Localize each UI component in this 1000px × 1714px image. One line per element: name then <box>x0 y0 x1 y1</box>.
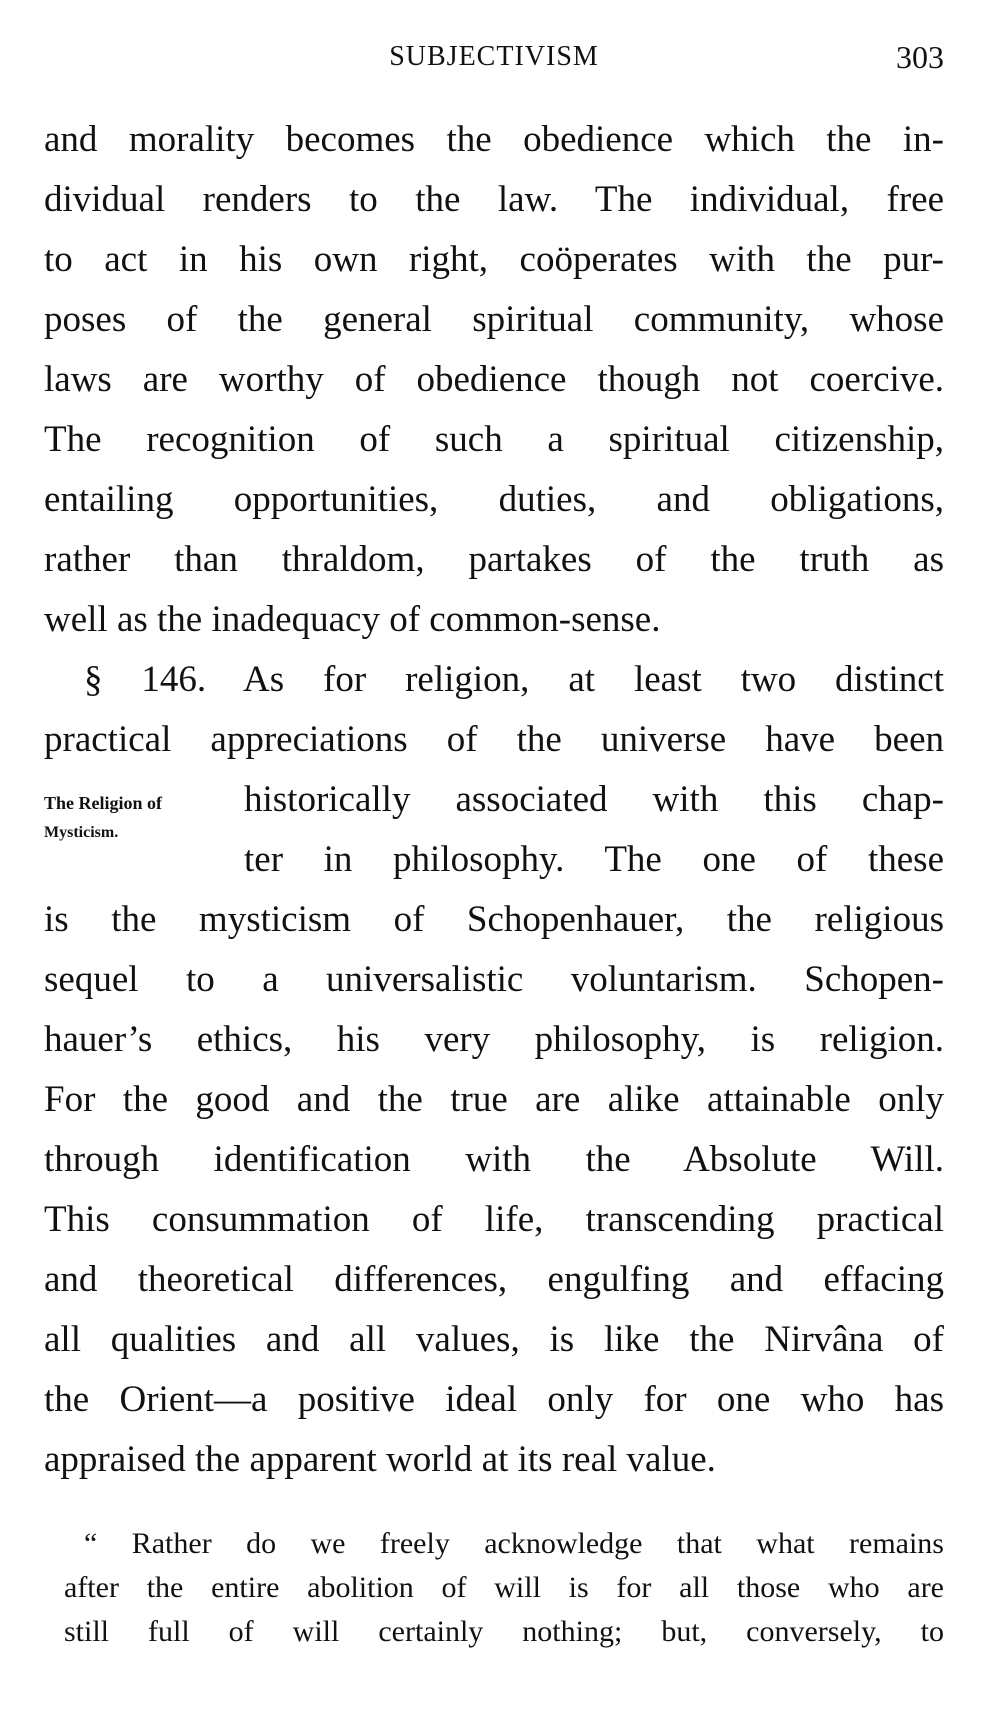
text-line: poses of the general spiritual community, whose <box>44 299 944 340</box>
side-note-line: The Religion of <box>44 793 163 813</box>
quote-line: still full of will certainly nothing; but, conversely, to <box>64 1615 944 1648</box>
quote-line: after the entire abolition of will is for all those who are <box>64 1571 944 1604</box>
text-line: The recognition of such a spiritual citizenship, <box>44 419 944 460</box>
text-line: sequel to a universalistic voluntarism. Schopen- <box>44 959 944 1000</box>
text-line: This consummation of life, transcending practical <box>44 1199 944 1240</box>
block-quote <box>64 1522 944 1654</box>
quote-line: “ Rather do we freely acknowledge that what remains <box>84 1527 944 1560</box>
text-line: For the good and the true are alike attainable only <box>44 1079 944 1120</box>
text-line: hauer’s ethics, his very philosophy, is religion. <box>44 1019 944 1060</box>
text-line: laws are worthy of obedience though not coercive. <box>44 359 944 400</box>
text-line: appraised the apparent world at its real value. <box>44 1439 716 1480</box>
text-line: well as the inadequacy of common-sense. <box>44 599 661 640</box>
side-note-line: Mysticism. <box>44 824 119 841</box>
text-line: is the mysticism of Schopenhauer, the religious <box>44 899 944 940</box>
section-146-opening: § 146. As for religion, at least two distinct <box>84 659 944 700</box>
text-line: to act in his own right, coöperates with the pur- <box>44 239 944 280</box>
text-line: practical appreciations of the universe have been <box>44 719 944 760</box>
running-head <box>44 32 944 82</box>
page-number: 303 <box>896 39 944 75</box>
text-line: through identification with the Absolute Will. <box>44 1139 944 1180</box>
text-line: and theoretical differences, engulfing and effacing <box>44 1259 944 1300</box>
text-line: rather than thraldom, partakes of the truth as <box>44 539 944 580</box>
text-line: all qualities and all values, is like the Nirvâna of <box>44 1319 944 1360</box>
text-line: historically associated with this chap- <box>244 779 944 820</box>
text-line: ter in philosophy. The one of these <box>244 839 944 880</box>
margin-note-block <box>44 770 944 890</box>
text-line: dividual renders to the law. The individual, free <box>44 179 944 220</box>
text-line: the Orient—a positive ideal only for one who has <box>44 1379 944 1420</box>
running-title: SUBJECTIVISM <box>389 41 599 72</box>
text-line: and morality becomes the obedience which the in- <box>44 119 944 160</box>
body-text <box>44 110 944 1490</box>
text-line: entailing opportunities, duties, and obligations, <box>44 479 944 520</box>
